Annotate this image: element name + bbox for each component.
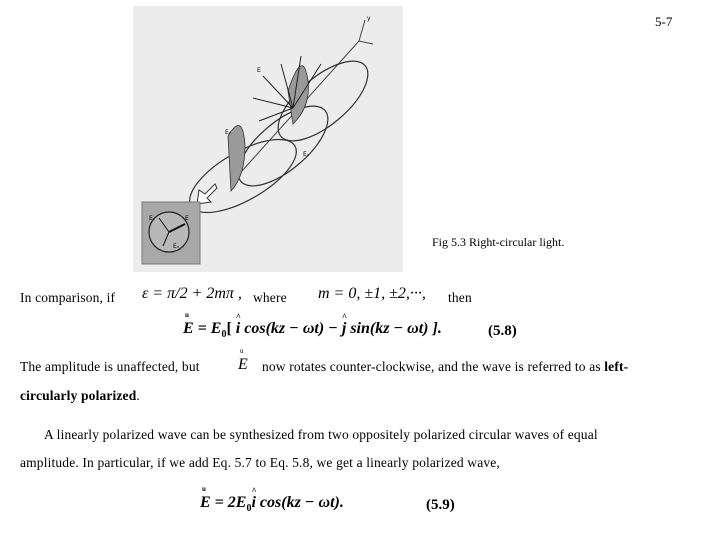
- equation-5-8: u $E = E_0$[ ^ i cos(kz − ωt) − ^ j sin(kz − ωt) ].: [183, 320, 442, 340]
- e-vector-label: E: [257, 67, 261, 74]
- para3-line1: A linearly polarized wave can be synthesized from two oppositely polarized circular waves of equal: [44, 427, 598, 442]
- para2-e-vector: u E: [238, 347, 248, 373]
- e-vector: u E: [183, 311, 194, 337]
- inset-ex-label: Eₓ: [173, 243, 180, 250]
- y-axis-label: y: [367, 15, 371, 22]
- para1-then: then: [448, 290, 472, 305]
- m-values-equation: m = 0, ±1, ±2,···,: [318, 285, 426, 302]
- epsilon-equation: ε = π/2 + 2mπ ,: [142, 285, 242, 302]
- para2-line2: circularly polarized.: [20, 388, 140, 403]
- ey-label: Eᵧ: [225, 129, 232, 136]
- e-vector-59: u E: [200, 485, 211, 511]
- para2-prefix: The amplitude is unaffected, but: [20, 359, 200, 374]
- equation-5-9: u $E = 2E_0\^{}$ i cos(kz − ωt).: [200, 494, 344, 514]
- ex-label: Eₓ: [303, 151, 310, 158]
- para3-line2: amplitude. In particular, if we add Eq. 5.7 to Eq. 5.8, we get a linearly polarized wave,: [20, 455, 500, 470]
- equation-5-8-number: (5.8): [488, 323, 517, 339]
- i-hat: ^ i: [236, 320, 240, 338]
- inset-ey-label: Eᵧ: [149, 215, 156, 222]
- para1-where: where: [253, 290, 287, 305]
- equation-5-9-number: (5.9): [426, 497, 455, 513]
- i-hat-59: ^ i: [251, 494, 255, 512]
- j-hat: ^ j: [342, 320, 346, 338]
- figure-caption: Fig 5.3 Right-circular light.: [432, 235, 565, 249]
- circular-polarization-figure: [133, 6, 403, 272]
- inset-e-label: E: [185, 215, 189, 222]
- para1-prefix: In comparison, if: [20, 290, 116, 305]
- page-number: 5-7: [655, 14, 673, 29]
- para2-suffix: now rotates counter-clockwise, and the wave is referred to as left-: [262, 359, 629, 374]
